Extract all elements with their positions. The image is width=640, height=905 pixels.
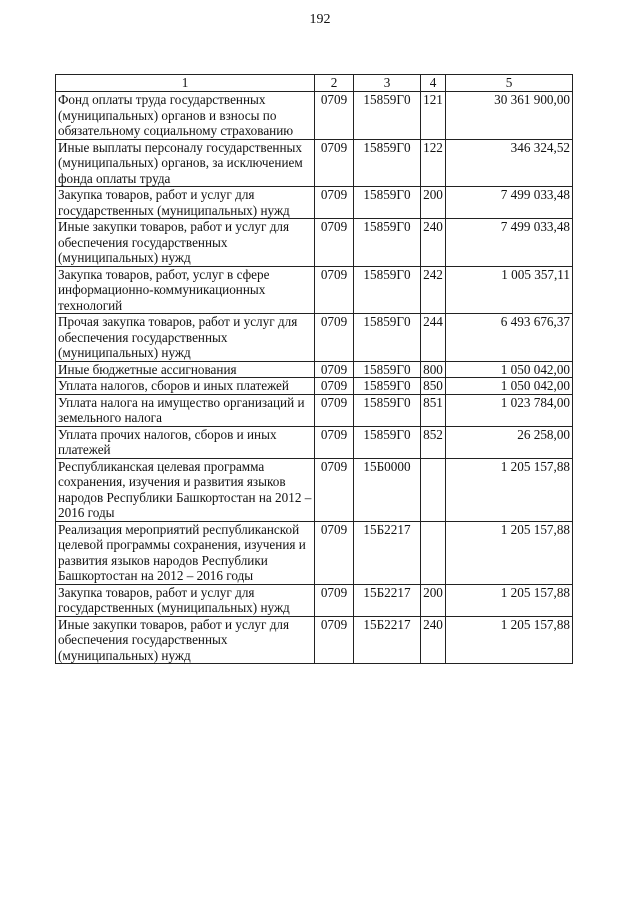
row-type: 850 xyxy=(421,378,446,395)
table-row xyxy=(56,92,573,140)
row-section: 0709 xyxy=(315,361,354,378)
row-amount: 1 050 042,00 xyxy=(446,378,573,395)
row-target: 15859Г0 xyxy=(354,394,421,426)
row-target: 15859Г0 xyxy=(354,426,421,458)
row-target: 15859Г0 xyxy=(354,187,421,219)
row-amount: 30 361 900,00 xyxy=(446,92,573,140)
row-name: Иные выплаты персоналу государственных (муниципальных) органов, за исключением фонда оплаты труда xyxy=(56,139,315,187)
page-number: 192 xyxy=(309,12,331,27)
row-amount: 1 023 784,00 xyxy=(446,394,573,426)
row-target: 15859Г0 xyxy=(354,378,421,395)
row-name: Уплата налога на имущество организаций и земельного налога xyxy=(56,394,315,426)
table-row xyxy=(56,219,573,267)
row-target: 15Б2217 xyxy=(354,616,421,664)
row-amount: 26 258,00 xyxy=(446,426,573,458)
row-type xyxy=(421,458,446,521)
row-target: 15859Г0 xyxy=(354,219,421,267)
table-row xyxy=(56,458,573,521)
row-target: 15859Г0 xyxy=(354,139,421,187)
row-type: 200 xyxy=(421,187,446,219)
row-amount: 1 205 157,88 xyxy=(446,616,573,664)
row-section: 0709 xyxy=(315,521,354,584)
column-header-amount: 5 xyxy=(446,75,573,92)
row-section: 0709 xyxy=(315,584,354,616)
table-row xyxy=(56,187,573,219)
row-name: Республиканская целевая программа сохранения, изучения и развития языков народов Республики Башкортостан на 2012 – 2016 годы xyxy=(56,458,315,521)
row-target: 15Б2217 xyxy=(354,521,421,584)
table-row xyxy=(56,426,573,458)
row-name: Закупка товаров, работ и услуг для государственных (муниципальных) нужд xyxy=(56,584,315,616)
row-type: 800 xyxy=(421,361,446,378)
row-type: 852 xyxy=(421,426,446,458)
row-target: 15859Г0 xyxy=(354,314,421,362)
column-header-section: 2 xyxy=(315,75,354,92)
row-section: 0709 xyxy=(315,219,354,267)
row-name: Прочая закупка товаров, работ и услуг для обеспечения государственных (муниципальных) нужд xyxy=(56,314,315,362)
row-type: 242 xyxy=(421,266,446,314)
table-row xyxy=(56,314,573,362)
row-type xyxy=(421,521,446,584)
row-type: 121 xyxy=(421,92,446,140)
table-header-row xyxy=(56,75,573,92)
row-amount: 1 205 157,88 xyxy=(446,521,573,584)
row-type: 851 xyxy=(421,394,446,426)
column-header-name: 1 xyxy=(56,75,315,92)
row-type: 200 xyxy=(421,584,446,616)
row-type: 122 xyxy=(421,139,446,187)
row-target: 15859Г0 xyxy=(354,92,421,140)
row-section: 0709 xyxy=(315,187,354,219)
row-name: Уплата прочих налогов, сборов и иных платежей xyxy=(56,426,315,458)
row-section: 0709 xyxy=(315,314,354,362)
row-section: 0709 xyxy=(315,378,354,395)
row-amount: 7 499 033,48 xyxy=(446,187,573,219)
table-row xyxy=(56,616,573,664)
row-type: 244 xyxy=(421,314,446,362)
row-name: Иные закупки товаров, работ и услуг для обеспечения государственных (муниципальных) нужд xyxy=(56,616,315,664)
row-target: 15859Г0 xyxy=(354,266,421,314)
column-header-target: 3 xyxy=(354,75,421,92)
row-section: 0709 xyxy=(315,394,354,426)
table-row xyxy=(56,361,573,378)
row-name: Закупка товаров, работ и услуг для государственных (муниципальных) нужд xyxy=(56,187,315,219)
row-name: Уплата налогов, сборов и иных платежей xyxy=(56,378,315,395)
row-type: 240 xyxy=(421,219,446,267)
table-body xyxy=(56,92,573,664)
row-section: 0709 xyxy=(315,139,354,187)
row-target: 15Б2217 xyxy=(354,584,421,616)
row-target: 15859Г0 xyxy=(354,361,421,378)
row-amount: 6 493 676,37 xyxy=(446,314,573,362)
table-row xyxy=(56,139,573,187)
row-section: 0709 xyxy=(315,426,354,458)
row-section: 0709 xyxy=(315,616,354,664)
column-header-type: 4 xyxy=(421,75,446,92)
table-row xyxy=(56,378,573,395)
row-section: 0709 xyxy=(315,458,354,521)
row-amount: 1 050 042,00 xyxy=(446,361,573,378)
row-name: Иные бюджетные ассигнования xyxy=(56,361,315,378)
row-section: 0709 xyxy=(315,266,354,314)
row-name: Фонд оплаты труда государственных (муниципальных) органов и взносы по обязательному социальному страхованию xyxy=(56,92,315,140)
table-row xyxy=(56,521,573,584)
row-section: 0709 xyxy=(315,92,354,140)
row-target: 15Б0000 xyxy=(354,458,421,521)
row-amount: 346 324,52 xyxy=(446,139,573,187)
table-row xyxy=(56,394,573,426)
table-row xyxy=(56,266,573,314)
table-row xyxy=(56,584,573,616)
row-amount: 7 499 033,48 xyxy=(446,219,573,267)
row-name: Закупка товаров, работ, услуг в сфере информационно-коммуникационных технологий xyxy=(56,266,315,314)
budget-table xyxy=(55,74,573,664)
row-name: Реализация мероприятий республиканской целевой программы сохранения, изучения и развития языков народов Республики Башкортостан на 2012 – 2016 годы xyxy=(56,521,315,584)
row-name: Иные закупки товаров, работ и услуг для обеспечения государственных (муниципальных) нужд xyxy=(56,219,315,267)
row-amount: 1 205 157,88 xyxy=(446,458,573,521)
row-amount: 1 005 357,11 xyxy=(446,266,573,314)
row-amount: 1 205 157,88 xyxy=(446,584,573,616)
row-type: 240 xyxy=(421,616,446,664)
